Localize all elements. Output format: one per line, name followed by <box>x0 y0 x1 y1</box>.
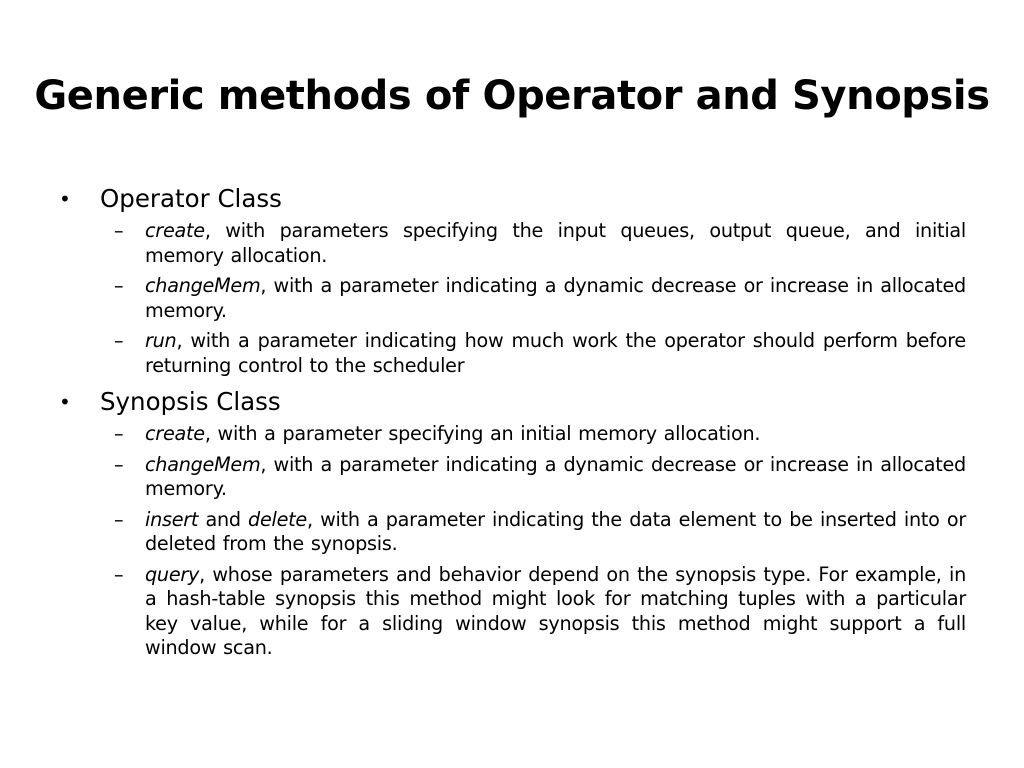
slide-title: Generic methods of Operator and Synopsis <box>34 73 990 119</box>
method-description: , with a parameter indicating a dynamic decrease or increase in allocated memory. <box>145 274 966 322</box>
dash-icon: – <box>114 329 124 352</box>
list-item-synopsis-create <box>56 422 966 447</box>
section-heading-text: Synopsis Class <box>100 387 281 416</box>
dash-icon: – <box>114 274 124 297</box>
operator-method-list <box>56 219 966 378</box>
list-item-synopsis-query <box>56 563 966 661</box>
dash-icon: – <box>114 422 124 445</box>
method-description: , with a parameter indicating the data element to be inserted into or deleted from the synopsis. <box>145 507 967 555</box>
dash-icon: – <box>114 219 124 242</box>
list-item-synopsis-insert-delete <box>56 508 966 557</box>
slide-content <box>56 181 966 667</box>
method-description: , with parameters specifying the input queues, output queue, and initial memory allocation. <box>145 219 966 267</box>
method-name: query <box>145 562 200 586</box>
method-description: , with a parameter indicating how much work the operator should perform before returning control to the scheduler <box>145 329 966 377</box>
method-name: create <box>145 422 205 445</box>
method-name-2: delete <box>248 507 307 531</box>
synopsis-method-list <box>56 422 966 661</box>
list-item-operator-changemem <box>56 274 966 323</box>
method-name: changeMem <box>145 452 261 476</box>
method-description: , with a parameter specifying an initial memory allocation. <box>204 422 761 445</box>
dash-icon: – <box>114 507 124 531</box>
method-name: changeMem <box>145 274 261 297</box>
method-name: create <box>145 219 205 242</box>
list-item-operator-create <box>56 219 966 268</box>
bullet-icon: • <box>59 390 71 414</box>
method-description: , with a parameter indicating a dynamic decrease or increase in allocated memory. <box>145 452 966 500</box>
list-item-synopsis-changemem <box>56 453 966 502</box>
list-item-operator-run <box>56 329 966 378</box>
method-name: insert <box>145 507 199 531</box>
section-heading-synopsis-class <box>56 384 966 420</box>
section-heading-text: Operator Class <box>100 184 282 213</box>
method-name: run <box>145 329 177 352</box>
section-heading-operator-class <box>56 181 966 217</box>
dash-icon: – <box>114 562 124 586</box>
method-description: , whose parameters and behavior depend on the synopsis type. For example, in a hash-table synopsis this method might look for matching tuples with a particular key value, while for a sliding window synopsis this method might support a full window scan. <box>145 562 966 659</box>
method-connector: and <box>198 507 249 531</box>
dash-icon: – <box>114 452 124 476</box>
bullet-icon: • <box>59 187 71 211</box>
